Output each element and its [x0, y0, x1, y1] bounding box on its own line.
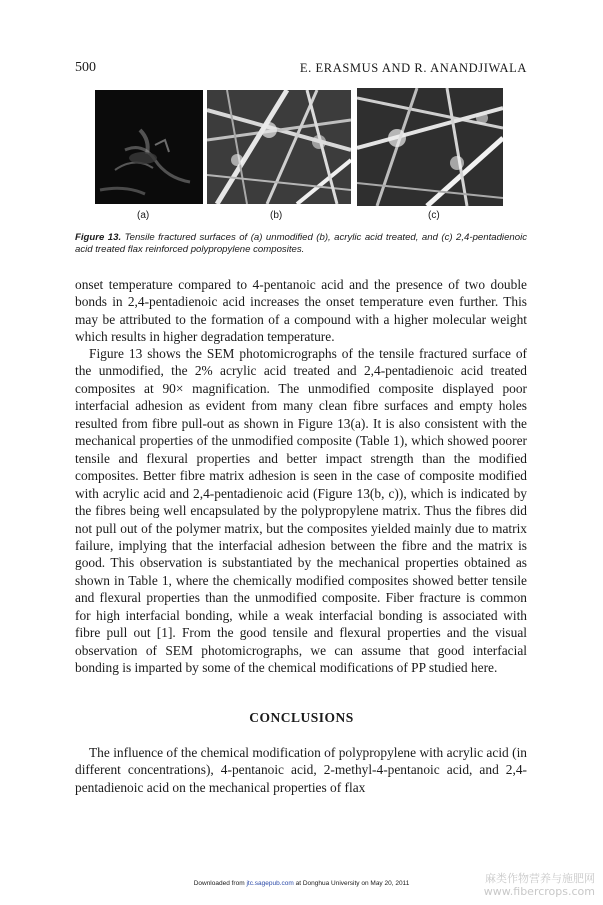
- panel-label-a: (a): [137, 210, 150, 221]
- paragraph-conclusions: The influence of the chemical modification of polypropylene with acrylic acid (in different concentrations), 4-pentanoic acid, 2-methyl-4-pentanoic acid, and 2,4-pentadienoic acid on the mechanical properties of flax: [75, 745, 527, 795]
- source-link[interactable]: jtc.sagepub.com: [246, 880, 294, 887]
- download-suffix: at Donghua University on May 20, 2011: [295, 880, 410, 887]
- micrograph-c: [357, 88, 503, 206]
- figure-caption: [75, 232, 527, 256]
- section-heading-conclusions: CONCLUSIONS: [249, 710, 354, 725]
- paragraph-onset-temperature: onset temperature compared to 4-pentanoic acid and the presence of two double bonds in 2,4-pentadienoic acid increases the onset temperature even further. This may be attributed to the formation of a compound with a higher molecular weight which results in higher degradation temperature.: [75, 277, 527, 345]
- watermark-line-2: www.fibercrops.com: [483, 885, 595, 898]
- paragraph-sem-discussion: Figure 13 shows the SEM photomicrographs of the tensile fractured surface of the unmodified, the 2% acrylic acid treated and 2,4-pentadienoic acid treated composites at 90× magnification. The unmodified composite displayed poor interfacial adhesion as evident from many clean fibre surfaces and empty holes resulted from fibre pull-out as shown in Figure 13(a). It is also consistent with the mechanical properties of the unmodified composite (Table 1), which showed poorer tensile and flexural properties and better impact strength than the modified composites. Better fibre matrix adhesion is seen in the case of composite modified with acrylic acid and 2,4-pentadienoic acid (Figure 13(b, c)), which is indicated by the fibres being well encapsulated by the polypropylene matrix. Thus the fibres did not pull out of the polymer matrix, but the composites yielded mainly due to matrix failure, implying that the interfacial adhesion between the fibre and the matrix is good. This observation is substantiated by the mechanical properties obtained as shown in Table 1, where the chemically modified composites showed better tensile and flexural properties than the unmodified composite. Fiber fracture is common for high interfacial bonding, while a weak interfacial bonding is associated with fibre pull out [1]. From the good tensile and flexural properties and the visual observation of SEM photomicrographs, we can assume that good interfacial bonding is imparted by some of the chemical modifications of PP studied here.: [75, 346, 527, 676]
- micrograph-b: [207, 90, 351, 204]
- caption-label: Figure 13.: [75, 232, 122, 243]
- panel-label-c: (c): [428, 210, 440, 221]
- download-prefix: Downloaded from: [193, 880, 245, 887]
- micrograph-a: [95, 90, 203, 204]
- site-watermark: [484, 872, 595, 898]
- watermark-line-1: 麻类作物营养与施肥网: [485, 872, 595, 885]
- page-number: 500: [75, 60, 96, 75]
- caption-text: Tensile fractured surfaces of (a) unmodified (b), acrylic acid treated, and (c) 2,4-pentadienoic acid treated flax reinforced polypropylene composites.: [75, 232, 527, 255]
- panel-label-b: (b): [270, 210, 283, 221]
- running-head: E. ERASMUS AND R. ANANDJIWALA: [299, 61, 527, 75]
- figure-13: [95, 88, 535, 220]
